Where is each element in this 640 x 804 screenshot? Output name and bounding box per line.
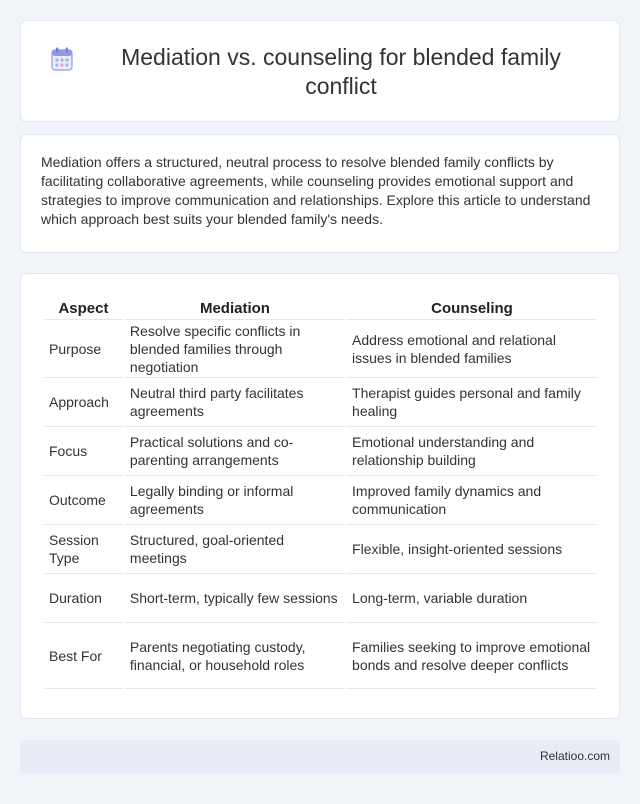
table-row [44, 378, 597, 427]
cell-counseling: Address emotional and relational issues in blended families [347, 320, 597, 378]
cell-counseling: Therapist guides personal and family healing [347, 378, 597, 427]
footer-site-link[interactable]: Relatioo.com [539, 749, 610, 763]
cell-aspect: Focus [44, 427, 123, 476]
cell-aspect: Outcome [44, 476, 123, 525]
cell-counseling: Flexible, insight-oriented sessions [347, 525, 597, 574]
cell-mediation: Parents negotiating custody, financial, or household roles [125, 623, 345, 689]
cell-mediation: Legally binding or informal agreements [125, 476, 345, 525]
title-card [20, 20, 620, 122]
comparison-card [20, 273, 620, 719]
cell-aspect: Best For [44, 623, 123, 689]
cell-mediation: Resolve specific conflicts in blended families through negotiation [125, 320, 345, 378]
intro-card [20, 134, 620, 253]
cell-mediation: Neutral third party facilitates agreements [125, 378, 345, 427]
table-row [44, 320, 597, 378]
cell-aspect: Duration [44, 574, 123, 623]
table-header-row [44, 294, 597, 320]
cell-counseling: Improved family dynamics and communication [347, 476, 597, 525]
cell-counseling: Emotional understanding and relationship building [347, 427, 597, 476]
table-row [44, 623, 597, 689]
intro-paragraph: Mediation offers a structured, neutral process to resolve blended family conflicts by facilitating collaborative agreements, while counseling provides emotional support and strategies to improve communication and relationships. Explore this article to understand which approach best suits your blended family's needs. [41, 154, 591, 227]
footer-bar [20, 740, 620, 773]
table-row [44, 574, 597, 623]
comparison-table [42, 294, 599, 689]
cell-aspect: Approach [44, 378, 123, 427]
cell-mediation: Short-term, typically few sessions [125, 574, 345, 623]
cell-counseling: Long-term, variable duration [347, 574, 597, 623]
table-row [44, 476, 597, 525]
page-title: Mediation vs. counseling for blended family conflict [121, 44, 561, 99]
header-aspect: Aspect [44, 294, 123, 320]
cell-mediation: Structured, goal-oriented meetings [125, 525, 345, 574]
header-mediation: Mediation [125, 294, 345, 320]
cell-counseling: Families seeking to improve emotional bonds and resolve deeper conflicts [347, 623, 597, 689]
table-row [44, 427, 597, 476]
cell-aspect: Purpose [44, 320, 123, 378]
header-counseling: Counseling [347, 294, 597, 320]
table-row [44, 525, 597, 574]
calendar-icon [51, 47, 73, 71]
cell-aspect: Session Type [44, 525, 123, 574]
cell-mediation: Practical solutions and co-parenting arrangements [125, 427, 345, 476]
